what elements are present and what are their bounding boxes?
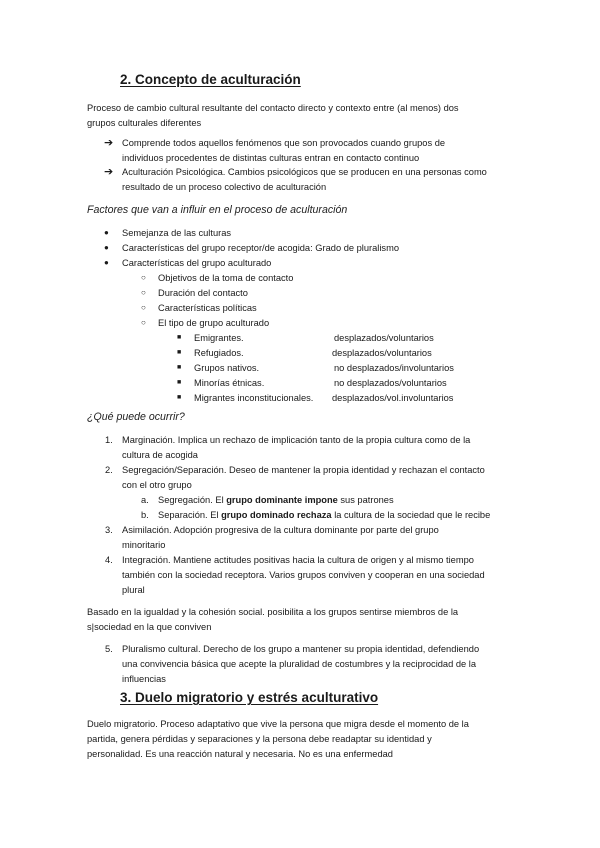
square-bullet-icon: ■ [177, 349, 182, 356]
item-2-line-1: Segregación/Separación. Deseo de mantener la propia identidad y rechazan el contacto [122, 465, 485, 475]
section-3-heading: 3. Duelo migratorio y estrés aculturativo [120, 690, 379, 705]
basado-line-2: s|sociedad en la que conviven [87, 622, 212, 632]
arrow-icon: ➔ [104, 166, 114, 178]
group-name-2: Refugiados. [194, 348, 244, 358]
sub-item-b: Separación. El grupo dominado rechaza la cultura de la sociedad que le recibe [158, 510, 491, 520]
circle-bullet-icon: ○ [141, 303, 146, 312]
sub-item-a-bold: grupo dominante impone [226, 495, 338, 505]
factor-bullet-2: Características del grupo receptor/de acogida: Grado de pluralismo [122, 243, 399, 253]
circle-bullet-icon: ○ [141, 318, 146, 327]
factor-sub-4: El tipo de grupo aculturado [158, 318, 270, 328]
square-bullet-icon: ■ [177, 364, 182, 371]
square-bullet-icon: ■ [177, 379, 182, 386]
square-bullet-icon: ■ [177, 394, 182, 401]
item-5-line-3: influencias [122, 674, 166, 684]
factor-bullet-1: Semejanza de las culturas [122, 228, 232, 238]
arrow-item-2-line-1: Aculturación Psicológica. Cambios psicológicos que se producen en una personas como [122, 167, 487, 177]
duelo-line-1: Duelo migratorio. Proceso adaptativo que vive la persona que migra desde el momento de la [87, 719, 469, 729]
group-name-3: Grupos nativos. [194, 363, 260, 373]
bullet-icon: ● [104, 243, 109, 252]
duelo-line-2: partida, genera pérdidas y separaciones y la persona debe readaptar su identidad y [87, 734, 432, 744]
item-4-line-3: plural [122, 585, 145, 595]
bullet-icon: ● [104, 258, 109, 267]
group-type-1: desplazados/voluntarios [334, 333, 434, 343]
sub-item-b-bold: grupo dominado rechaza [221, 510, 332, 520]
que-puede-heading: ¿Qué puede ocurrir? [87, 411, 185, 423]
sub-item-a: Segregación. El grupo dominante impone sus patrones [158, 495, 394, 505]
item-5-line-2: una convivencia básica que acepte la pluralidad de costumbres y la reciprocidad de la [122, 659, 477, 669]
item-3-line-2: minoritario [122, 540, 166, 550]
item-1-line-2: cultura de acogida [122, 450, 198, 460]
intro-line-2: grupos culturales diferentes [87, 118, 202, 128]
group-type-3: no desplazados/involuntarios [334, 363, 454, 373]
duelo-line-3: personalidad. Es una reacción natural y necesaria. No es una enfermedad [87, 749, 393, 759]
sub-letter: b. [141, 510, 149, 520]
group-name-4: Minorías étnicas. [194, 378, 265, 388]
factor-sub-1: Objetivos de la toma de contacto [158, 273, 294, 283]
arrow-item-1-line-1: Comprende todos aquellos fenómenos que son provocados cuando grupos de [122, 138, 446, 148]
section-2-heading: 2. Concepto de aculturación [120, 72, 301, 87]
arrow-item-1-line-2: individuos procedentes de distintas culturas entran en contacto continuo [122, 153, 420, 163]
list-number: 3. [105, 525, 113, 535]
basado-line-1: Basado en la igualdad y la cohesión social. posibilita a los grupos sentirse miembros de la [87, 607, 459, 617]
item-4-line-1: Integración. Mantiene actitudes positivas hacia la cultura de origen y al mismo tiempo [122, 555, 474, 565]
group-type-5: desplazados/vol.involuntarios [332, 393, 454, 403]
circle-bullet-icon: ○ [141, 288, 146, 297]
arrow-item-2-line-2: resultado de un proceso colectivo de aculturación [122, 182, 327, 192]
group-type-4: no desplazados/voluntarios [334, 378, 447, 388]
group-name-1: Emigrantes. [194, 333, 244, 343]
list-number: 1. [105, 435, 113, 445]
item-1-line-1: Marginación. Implica un rechazo de implicación tanto de la propia cultura como de la [122, 435, 471, 445]
item-3-line-1: Asimilación. Adopción progresiva de la cultura dominante por parte del grupo [122, 525, 439, 535]
square-bullet-icon: ■ [177, 334, 182, 341]
factors-heading: Factores que van a influir en el proceso de aculturación [87, 204, 348, 216]
list-number: 5. [105, 644, 113, 654]
intro-line-1: Proceso de cambio cultural resultante del contacto directo y contexto entre (al menos) dos [87, 103, 459, 113]
item-4-line-2: también con la sociedad receptora. Varios grupos conviven y cooperan en una sociedad [122, 570, 485, 580]
list-number: 4. [105, 555, 113, 565]
circle-bullet-icon: ○ [141, 273, 146, 282]
factor-bullet-3: Características del grupo aculturado [122, 258, 272, 268]
sub-letter: a. [141, 495, 149, 505]
group-name-5: Migrantes inconstitucionales. [194, 393, 314, 403]
item-2-line-2: con el otro grupo [122, 480, 192, 490]
list-number: 2. [105, 465, 113, 475]
group-type-2: desplazados/voluntarios [332, 348, 432, 358]
bullet-icon: ● [104, 228, 109, 237]
arrow-icon: ➔ [104, 137, 114, 149]
factor-sub-2: Duración del contacto [158, 288, 248, 298]
item-5-line-1: Pluralismo cultural. Derecho de los grupo a mantener su propia identidad, defendiendo [122, 644, 480, 654]
factor-sub-3: Características políticas [158, 303, 257, 313]
